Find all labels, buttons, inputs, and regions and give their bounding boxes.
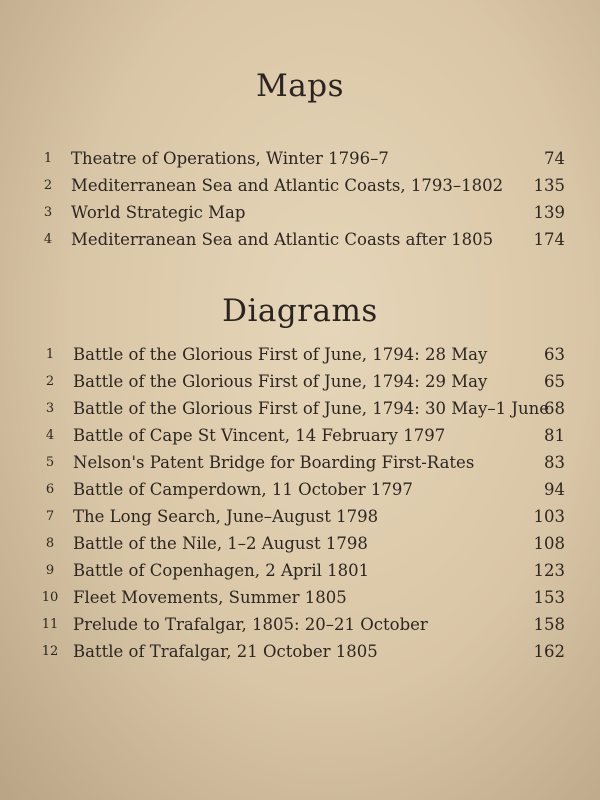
entry-number: 1 (43, 151, 53, 166)
entry-title: Mediterranean Sea and Atlantic Coasts after 1805 (71, 230, 494, 249)
entry-number: 5 (45, 455, 55, 470)
diagram-entry (0, 368, 600, 396)
diagram-entry (0, 638, 600, 666)
diagram-entry (0, 503, 600, 531)
entry-number: 6 (45, 482, 55, 497)
entry-title: Battle of the Glorious First of June, 1794: 30 May–1 June (73, 399, 549, 418)
entry-number: 8 (45, 536, 55, 551)
entry-page: 65 (544, 372, 565, 391)
entry-page: 74 (544, 149, 565, 168)
entry-number: 11 (41, 617, 59, 632)
entry-title: Battle of Camperdown, 11 October 1797 (73, 480, 413, 499)
diagram-entry (0, 584, 600, 612)
entry-number: 7 (45, 509, 55, 524)
diagrams-heading: Diagrams (222, 293, 378, 329)
entry-number: 3 (43, 205, 53, 220)
entry-page: 153 (533, 588, 565, 607)
entry-page: 135 (533, 176, 565, 195)
diagram-entry (0, 611, 600, 639)
entry-page: 103 (533, 507, 565, 526)
entry-title: Battle of the Glorious First of June, 1794: 29 May (73, 372, 488, 391)
entry-title: Battle of Copenhagen, 2 April 1801 (73, 561, 370, 580)
entry-number: 4 (43, 232, 53, 247)
entry-number: 10 (41, 590, 59, 605)
maps-heading: Maps (256, 68, 344, 104)
diagram-entry (0, 476, 600, 504)
entry-page: 139 (533, 203, 565, 222)
entry-page: 108 (533, 534, 565, 553)
entry-number: 2 (45, 374, 55, 389)
map-entry (0, 172, 600, 200)
entry-page: 158 (533, 615, 565, 634)
entry-page: 68 (544, 399, 565, 418)
entry-page: 94 (544, 480, 565, 499)
entry-number: 12 (41, 644, 59, 659)
map-entry (0, 145, 600, 173)
diagram-entry (0, 449, 600, 477)
entry-number: 4 (45, 428, 55, 443)
entry-title: Battle of Trafalgar, 21 October 1805 (73, 642, 378, 661)
entry-title: Nelson's Patent Bridge for Boarding First-Rates (73, 453, 475, 472)
diagram-entry (0, 530, 600, 558)
entry-page: 63 (544, 345, 565, 364)
entry-page: 81 (544, 426, 565, 445)
entry-title: Mediterranean Sea and Atlantic Coasts, 1793–1802 (71, 176, 504, 195)
diagram-entry (0, 341, 600, 369)
entry-number: 2 (43, 178, 53, 193)
entry-title: Prelude to Trafalgar, 1805: 20–21 October (73, 615, 428, 634)
diagram-entry (0, 557, 600, 585)
entry-number: 9 (45, 563, 55, 578)
entry-title: Battle of the Glorious First of June, 1794: 28 May (73, 345, 488, 364)
entry-title: Theatre of Operations, Winter 1796–7 (71, 149, 389, 168)
map-entry (0, 199, 600, 227)
entry-title: Fleet Movements, Summer 1805 (73, 588, 347, 607)
diagram-entry (0, 422, 600, 450)
entry-number: 3 (45, 401, 55, 416)
diagram-entry (0, 395, 600, 423)
entry-page: 162 (533, 642, 565, 661)
entry-page: 123 (533, 561, 565, 580)
entry-page: 174 (533, 230, 565, 249)
entry-number: 1 (45, 347, 55, 362)
map-entry (0, 226, 600, 254)
entry-title: The Long Search, June–August 1798 (73, 507, 379, 526)
entry-page: 83 (544, 453, 565, 472)
entry-title: World Strategic Map (71, 203, 246, 222)
entry-title: Battle of Cape St Vincent, 14 February 1797 (73, 426, 446, 445)
entry-title: Battle of the Nile, 1–2 August 1798 (73, 534, 368, 553)
